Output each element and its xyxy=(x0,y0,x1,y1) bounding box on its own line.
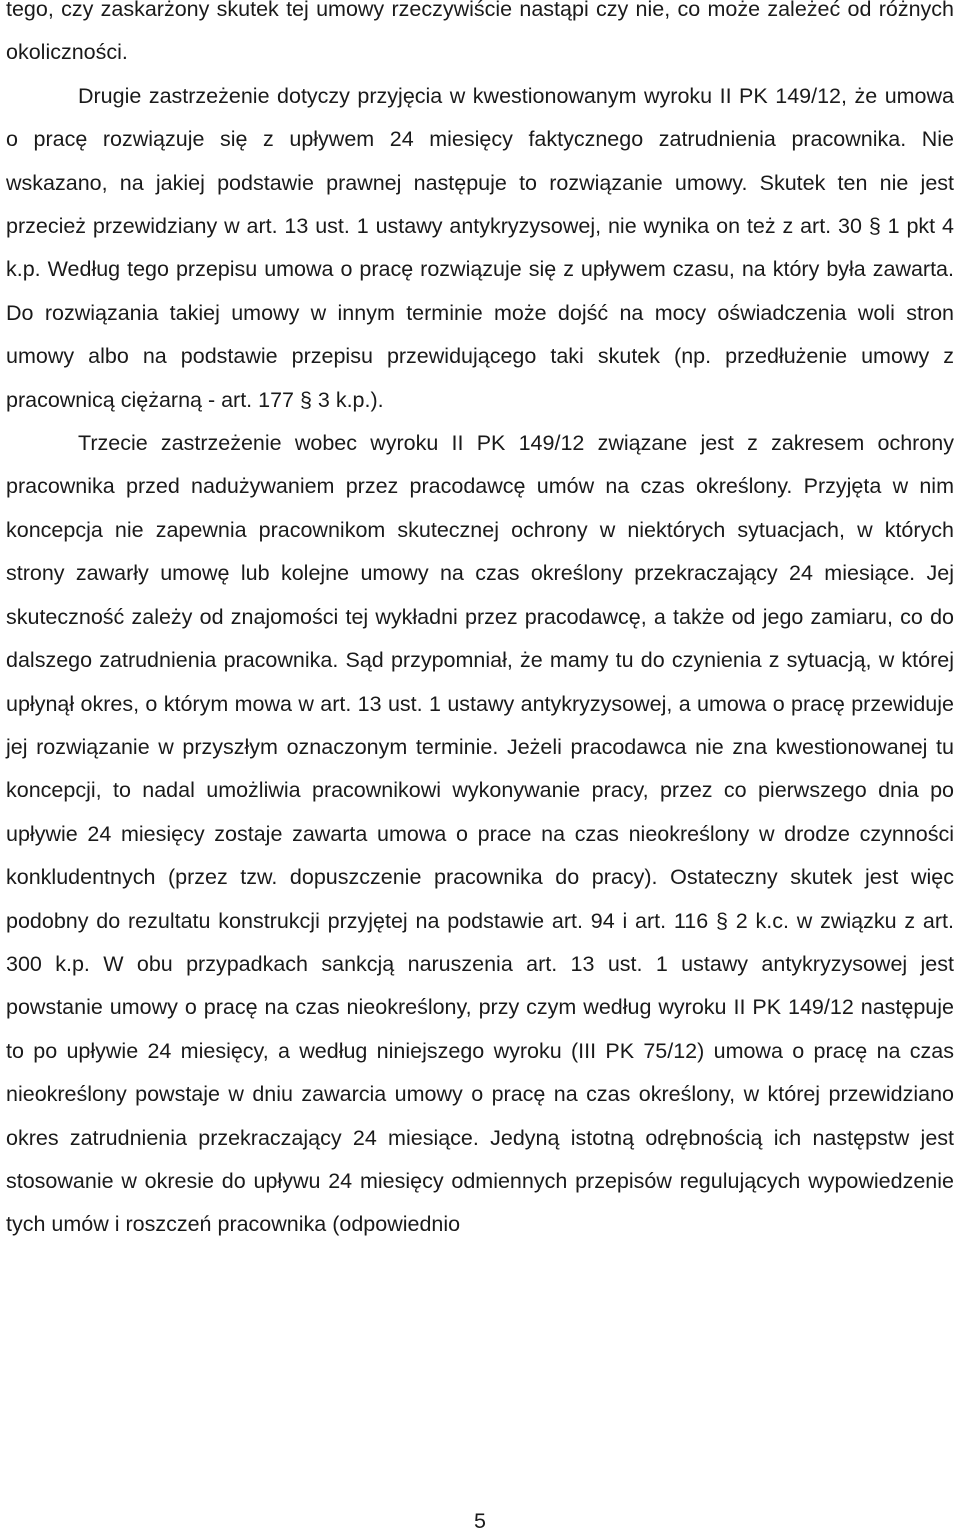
page-number: 5 xyxy=(474,1509,486,1533)
body-text xyxy=(6,0,954,1247)
paragraph-third-objection: Trzecie zastrzeżenie wobec wyroku II PK 149/12 związane jest z zakresem ochrony pracownika przed nadużywaniem przez pracodawcę umów na czas określony. Przyjęta w nim koncepcja nie zapewnia pracownikom skutecznej ochrony w niektórych sytuacjach, w których strony zawarły umowę lub kolejne umowy na czas określony przekraczający 24 miesiące. Jej skuteczność zależy od znajomości tej wykładni przez pracodawcę, a także od jego zamiaru, co do dalszego zatrudnienia pracownika. Sąd przypomniał, że mamy tu do czynienia z sytuacją, w której upłynął okres, o którym mowa w art. 13 ust. 1 ustawy antykryzysowej, a umowa o pracę przewiduje jej rozwiązanie w przyszłym oznaczonym terminie. Jeżeli pracodawca nie zna kwestionowanej tu koncepcji, to nadal umożliwia pracownikowi wykonywanie pracy, przez co pierwszego dnia po upływie 24 miesięcy zostaje zawarta umowa o prace na czas nieokreślony w drodze czynności konkludentnych (przez tzw. dopuszczenie pracownika do pracy). Ostateczny skutek jest więc podobny do rezultatu konstrukcji przyjętej na podstawie art. 94 i art. 116 § 2 k.c. w związku z art. 300 k.p. W obu przypadkach sankcją naruszenia art. 13 ust. 1 ustawy antykryzysowej jest powstanie umowy o pracę na czas nieokreślony, przy czym według wyroku II PK 149/12 następuje to po upływie 24 miesięcy, a według niniejszego wyroku (III PK 75/12) umowa o pracę na czas nieokreślony powstaje w dniu zawarcia umowy o pracę na czas określony, w której przewidziano okres zatrudnienia przekraczający 24 miesiące. Jedyną istotną odrębnością ich następstw jest stosowanie w okresie do upływu 24 miesięcy odmiennych przepisów regulujących wypowiedzenie tych umów i roszczeń pracownika (odpowiednio xyxy=(6,431,954,1237)
paragraph-second-objection: Drugie zastrzeżenie dotyczy przyjęcia w kwestionowanym wyroku II PK 149/12, że umowa o pracę rozwiązuje się z upływem 24 miesięcy faktycznego zatrudnienia pracownika. Nie wskazano, na jakiej podstawie prawnej następuje to rozwiązanie umowy. Skutek ten nie jest przecież przewidziany w art. 13 ust. 1 ustawy antykryzysowej, nie wynika on też z art. 30 § 1 pkt 4 k.p. Według tego przepisu umowa o pracę rozwiązuje się z upływem czasu, na który była zawarta. Do rozwiązania takiej umowy w innym terminie może dojść na mocy oświadczenia woli stron umowy albo na podstawie przepisu przewidującego taki skutek (np. przedłużenie umowy z pracownicą ciężarną - art. 177 § 3 k.p.). xyxy=(6,83,954,412)
paragraph-continuation: tego, czy zaskarżony skutek tej umowy rzeczywiście nastąpi czy nie, co może zależeć od różnych okoliczności. xyxy=(6,0,954,65)
